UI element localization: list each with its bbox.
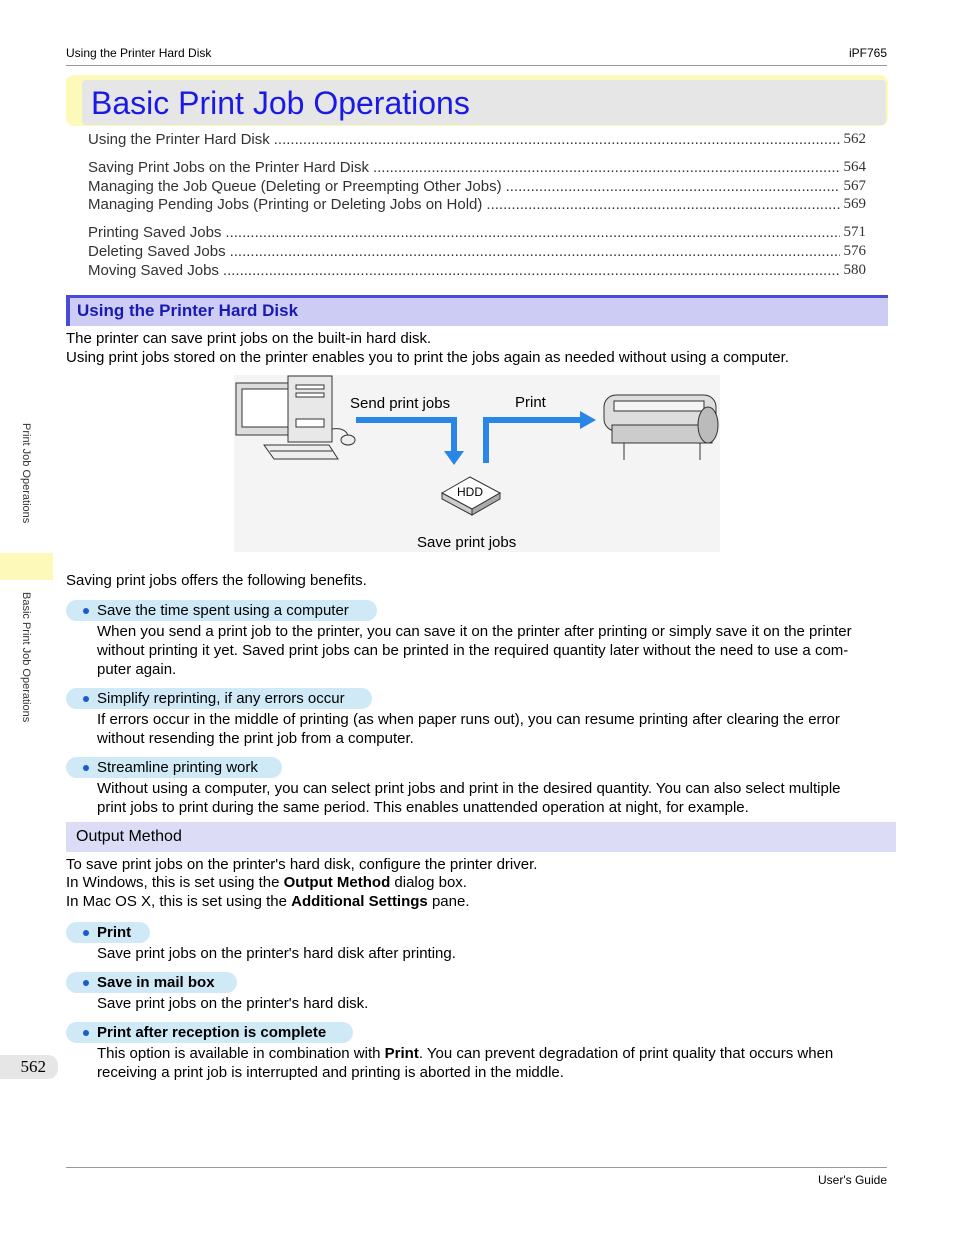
toc-entry-page: 562 bbox=[843, 131, 866, 147]
benefit-text: print jobs to print during the same period. This enables unattended operation at night, for example. bbox=[97, 799, 749, 816]
toc-entry[interactable] bbox=[88, 262, 866, 279]
toc-entry-title: Deleting Saved Jobs bbox=[88, 243, 226, 260]
header-rule bbox=[66, 65, 887, 66]
option-heading bbox=[66, 1022, 353, 1043]
diagram-hdd-label: HDD bbox=[457, 485, 483, 499]
toc-entry-page: 564 bbox=[843, 159, 866, 175]
benefit-heading bbox=[66, 688, 372, 709]
computer-icon bbox=[236, 376, 355, 459]
option-title: Save in mail box bbox=[97, 974, 215, 991]
chapter-title: Basic Print Job Operations bbox=[91, 85, 470, 121]
toc-entry[interactable] bbox=[88, 224, 866, 241]
side-tab-label-bottom: Basic Print Job Operations bbox=[20, 592, 32, 723]
toc-entry-title: Managing the Job Queue (Deleting or Preempting Other Jobs) bbox=[88, 178, 502, 195]
toc-entry[interactable] bbox=[88, 178, 866, 195]
running-header-right: iPF765 bbox=[848, 46, 887, 60]
benefit-text: puter again. bbox=[97, 661, 177, 678]
toc-entry[interactable] bbox=[88, 243, 866, 260]
option-heading bbox=[66, 922, 150, 943]
output-method-text: In Mac OS X, this is set using the Additional Settings pane. bbox=[66, 893, 470, 910]
hard-disk-diagram bbox=[234, 375, 720, 552]
bullet-icon bbox=[83, 696, 89, 702]
bullet-icon bbox=[83, 980, 89, 986]
toc-entry-title: Managing Pending Jobs (Printing or Deleting Jobs on Hold) bbox=[88, 196, 483, 213]
toc-entry[interactable] bbox=[88, 196, 866, 213]
benefit-heading bbox=[66, 757, 282, 778]
side-tab-label-top: Print Job Operations bbox=[20, 423, 32, 524]
benefit-title: Save the time spent using a computer bbox=[97, 602, 349, 619]
toc-entry-page: 569 bbox=[843, 196, 866, 212]
output-method-text: To save print jobs on the printer's hard disk, configure the printer driver. bbox=[66, 856, 538, 873]
subsection-title: Output Method bbox=[76, 828, 182, 845]
benefit-title: Simplify reprinting, if any errors occur bbox=[97, 690, 345, 707]
option-text: Save print jobs on the printer's hard disk. bbox=[97, 995, 369, 1012]
benefit-heading bbox=[66, 600, 377, 621]
toc-entry-title: Moving Saved Jobs bbox=[88, 262, 219, 279]
diagram-send-label: Send print jobs bbox=[350, 395, 451, 412]
benefits-intro: Saving print jobs offers the following benefits. bbox=[66, 572, 367, 589]
bullet-icon bbox=[83, 765, 89, 771]
benefit-title: Streamline printing work bbox=[97, 759, 258, 776]
running-header-left: Using the Printer Hard Disk bbox=[66, 46, 212, 60]
toc-entry-title: Using the Printer Hard Disk bbox=[88, 131, 270, 148]
intro-line: The printer can save print jobs on the built-in hard disk. bbox=[66, 330, 432, 347]
section-title: Using the Printer Hard Disk bbox=[77, 301, 299, 320]
option-heading bbox=[66, 972, 237, 993]
benefit-text: When you send a print job to the printer, you can save it on the printer after printing or simply save it on the printer bbox=[97, 623, 852, 640]
benefit-text: without resending the print job from a computer. bbox=[97, 730, 414, 747]
toc-entry-title: Saving Print Jobs on the Printer Hard Disk bbox=[88, 159, 369, 176]
toc-entry-title: Printing Saved Jobs bbox=[88, 224, 222, 241]
output-method-text: In Windows, this is set using the Output Method dialog box. bbox=[66, 874, 467, 891]
toc-entry-page: 580 bbox=[843, 262, 866, 278]
option-text: This option is available in combination with Print. You can prevent degradation of print quality that occurs when bbox=[97, 1045, 834, 1062]
toc-entry-page: 571 bbox=[843, 224, 866, 240]
diagram-print-label: Print bbox=[515, 394, 546, 411]
bullet-icon bbox=[83, 930, 89, 936]
intro-line: Using print jobs stored on the printer enables you to print the jobs again as needed without using a computer. bbox=[66, 349, 789, 366]
benefit-text: without printing it yet. Saved print jobs can be printed in the required quantity later without the need to use a com- bbox=[97, 642, 849, 659]
option-text: Save print jobs on the printer's hard disk after printing. bbox=[97, 945, 456, 962]
side-tab-marker bbox=[0, 553, 53, 580]
option-title: Print bbox=[97, 924, 132, 941]
footer-rule bbox=[66, 1167, 887, 1168]
benefit-text: Without using a computer, you can select print jobs and print in the desired quantity. You can also select multiple bbox=[97, 780, 841, 797]
toc-entry[interactable] bbox=[88, 131, 866, 148]
diagram-svg bbox=[234, 375, 720, 552]
bullet-icon bbox=[83, 1030, 89, 1036]
page-number: 562 bbox=[0, 1055, 58, 1079]
toc-entry[interactable] bbox=[88, 159, 866, 176]
diagram-save-label: Save print jobs bbox=[417, 534, 517, 551]
footer-text: User's Guide bbox=[818, 1173, 887, 1187]
option-text: receiving a print job is interrupted and printing is aborted in the middle. bbox=[97, 1064, 564, 1081]
subsection-heading-bar bbox=[66, 822, 896, 852]
toc-entry-page: 567 bbox=[843, 178, 866, 194]
benefit-text: If errors occur in the middle of printing (as when paper runs out), you can resume printing after clearing the error bbox=[97, 711, 840, 728]
bullet-icon bbox=[83, 608, 89, 614]
option-title: Print after reception is complete bbox=[97, 1024, 327, 1041]
printer-icon bbox=[604, 395, 718, 460]
toc-entry-page: 576 bbox=[843, 243, 866, 259]
